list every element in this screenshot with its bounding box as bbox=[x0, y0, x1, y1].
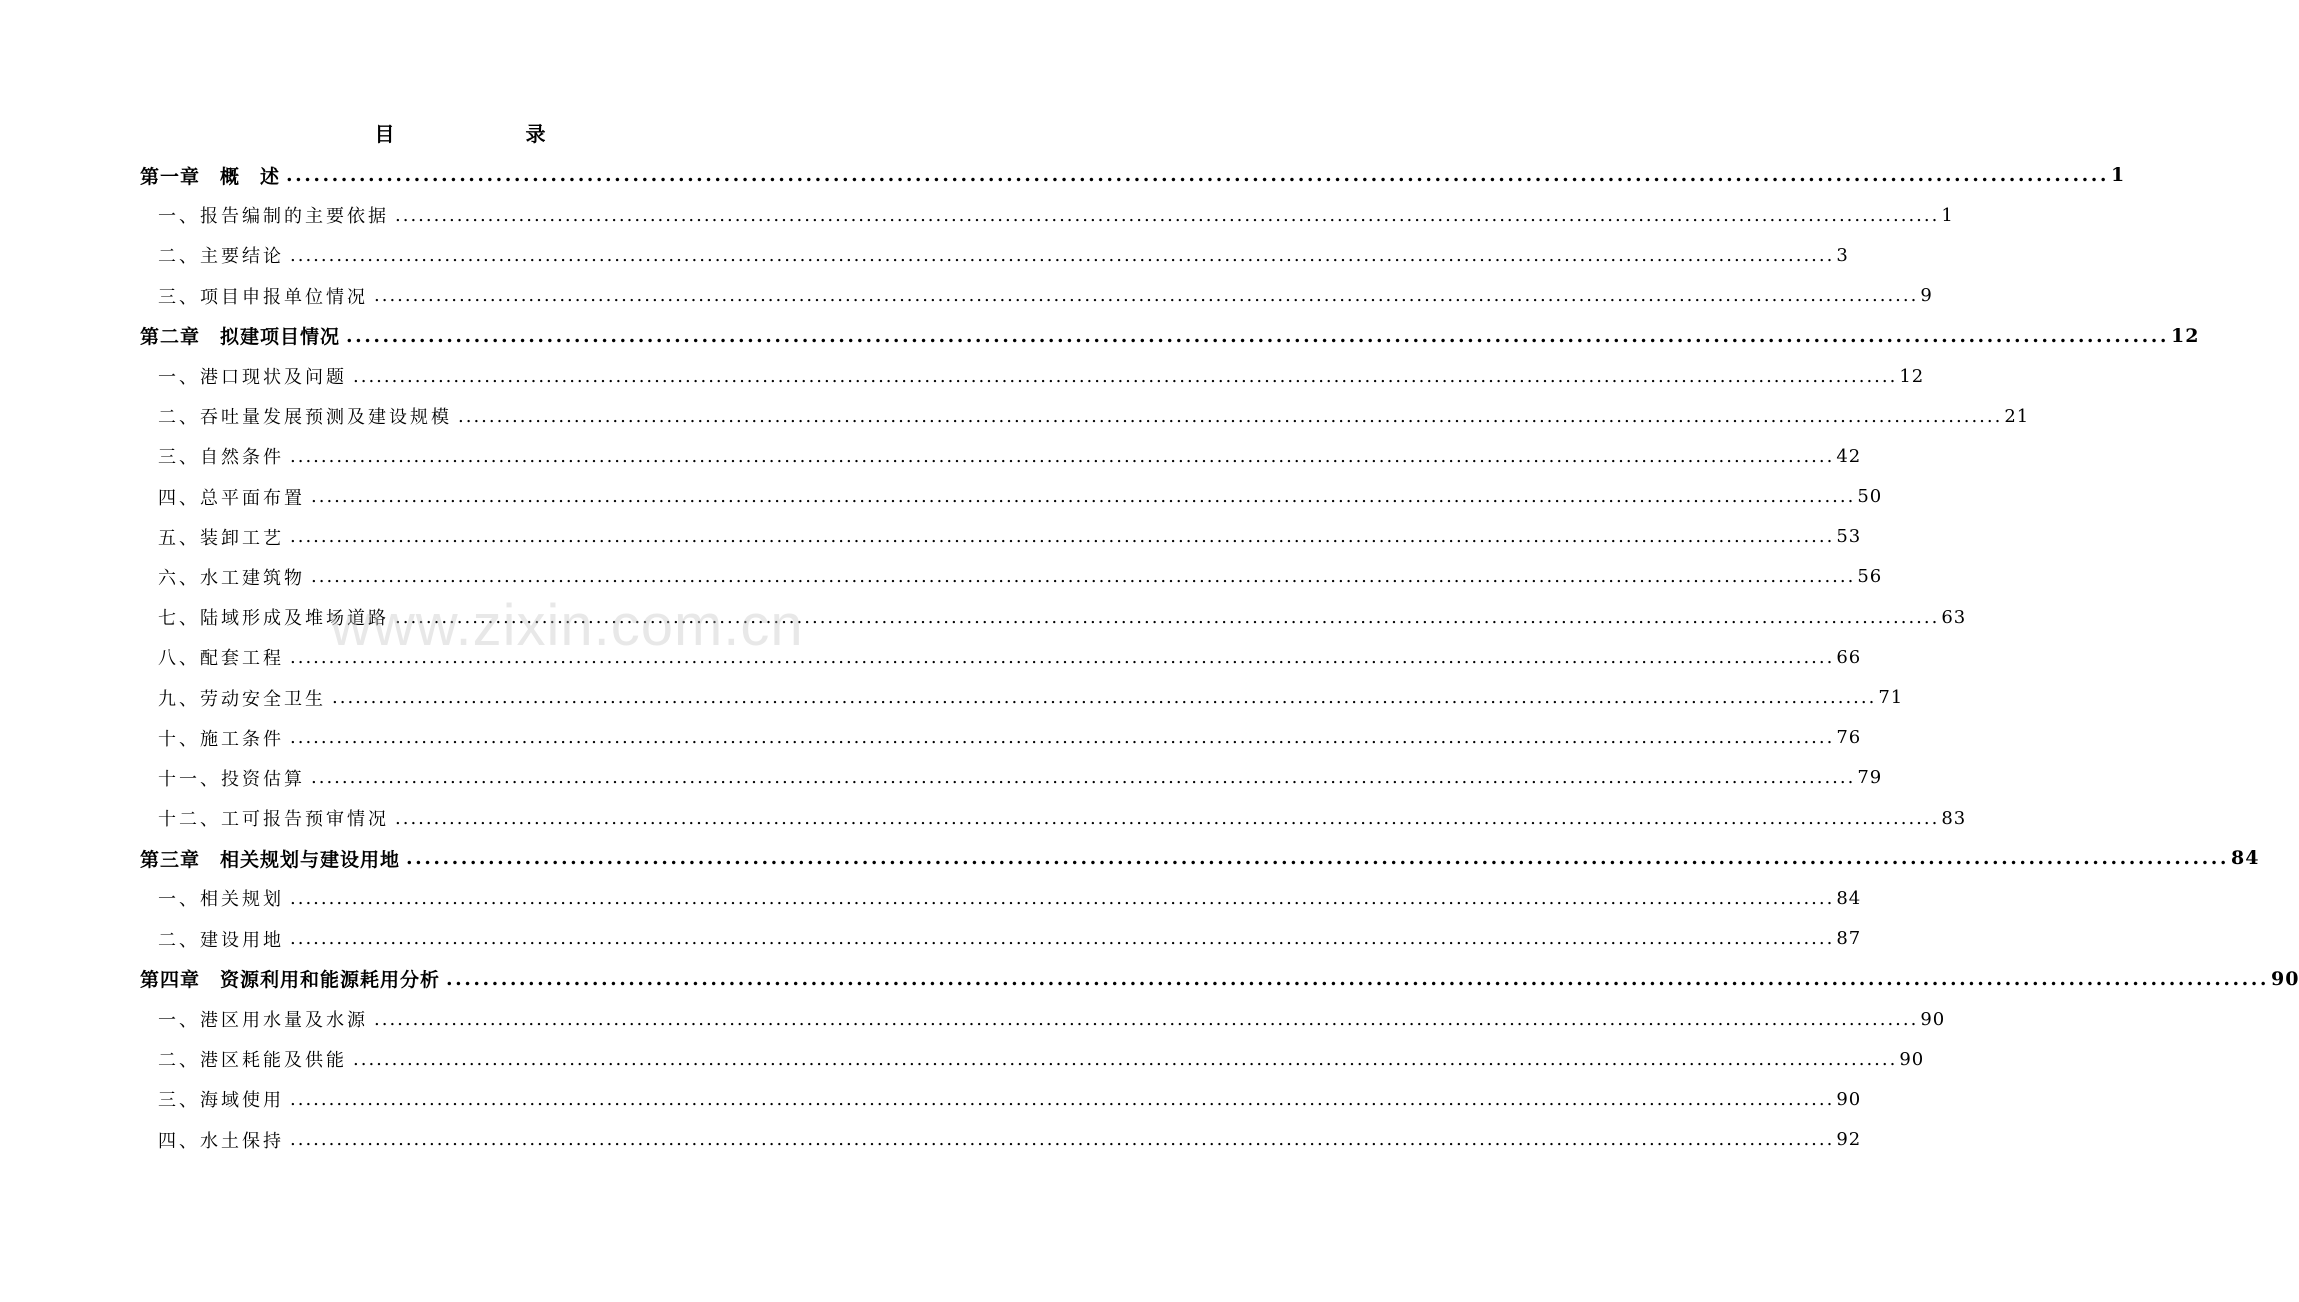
toc-entry-label: 一、港区用水量及水源 bbox=[158, 1010, 368, 1032]
toc-entry-page-number: 56 bbox=[1857, 566, 1883, 588]
toc-entry-page-number: 66 bbox=[1836, 646, 1862, 668]
toc-section-entry[interactable] bbox=[140, 718, 1862, 758]
toc-section-entry[interactable] bbox=[140, 276, 1933, 316]
toc-entry-label: 二、建设用地 bbox=[158, 929, 284, 951]
toc-section-entry[interactable] bbox=[140, 1120, 1862, 1160]
dot-leader: ........................................................................................................................................................................................................ bbox=[311, 767, 1856, 789]
toc-entry-label: 一、相关规划 bbox=[158, 889, 284, 911]
toc-entry-page-number: 84 bbox=[1836, 887, 1862, 909]
toc-section-entry[interactable] bbox=[140, 758, 1883, 798]
dot-leader: ........................................................................................................................................................................................................ bbox=[290, 727, 1835, 749]
toc-entry-label: 三、海域使用 bbox=[158, 1090, 284, 1112]
toc-section-entry[interactable] bbox=[140, 798, 1967, 838]
toc-entry-page-number: 12 bbox=[1899, 365, 1925, 387]
toc-section-entry[interactable] bbox=[140, 999, 1946, 1039]
toc-entry-page-number: 79 bbox=[1857, 767, 1883, 789]
toc-section-entry[interactable] bbox=[140, 356, 1925, 396]
toc-entry-page-number: 90 bbox=[1920, 1008, 1946, 1030]
dot-leader: ........................................................................................................................................................................................................ bbox=[395, 204, 1940, 226]
toc-entry-label: 七、陆域形成及堆场道路 bbox=[158, 608, 389, 630]
toc-section-entry[interactable] bbox=[140, 919, 1862, 959]
toc-section-entry[interactable] bbox=[140, 517, 1862, 557]
toc-entry-page-number: 50 bbox=[1857, 486, 1883, 508]
toc-entry-label: 第三章 相关规划与建设用地 bbox=[140, 848, 401, 871]
toc-entry-label: 四、总平面布置 bbox=[158, 487, 305, 509]
toc-section-entry[interactable] bbox=[140, 637, 1862, 677]
dot-leader: ........................................................................................................................................................................................................ bbox=[311, 486, 1856, 508]
dot-leader: ........................................................................................................................................................................................................ bbox=[332, 687, 1877, 709]
toc-chapter-entry[interactable] bbox=[140, 316, 2200, 356]
toc-chapter-entry[interactable] bbox=[140, 155, 2126, 195]
toc-section-entry[interactable] bbox=[140, 878, 1862, 918]
dot-leader: ........................................................................................................................................................................................................ bbox=[290, 1129, 1835, 1151]
toc-entry-label: 一、报告编制的主要依据 bbox=[158, 206, 389, 228]
toc-section-entry[interactable] bbox=[140, 235, 1849, 275]
toc-entry-label: 二、主要结论 bbox=[158, 246, 284, 268]
dot-leader: ........................................................................................................................................................................................................ bbox=[311, 566, 1856, 588]
dot-leader: ........................................................................................................................................................................................................ bbox=[395, 807, 1940, 829]
toc-entry-label: 第一章 概 述 bbox=[140, 165, 281, 188]
toc-entry-label: 三、项目申报单位情况 bbox=[158, 286, 368, 308]
dot-leader: ........................................................................................................................................................................................................ bbox=[290, 646, 1835, 668]
toc-entry-page-number: 1 bbox=[1941, 204, 1954, 226]
toc-chapter-entry[interactable] bbox=[140, 838, 2260, 878]
toc-entry-page-number: 9 bbox=[1920, 285, 1933, 307]
toc-entry-label: 十二、工可报告预审情况 bbox=[158, 809, 389, 831]
toc-entry-label: 五、装卸工艺 bbox=[158, 527, 284, 549]
dot-leader: ........................................................................................................................................................................................................ bbox=[406, 847, 2229, 870]
toc-entry-page-number: 90 bbox=[1899, 1048, 1925, 1070]
toc-entry-page-number: 53 bbox=[1836, 526, 1862, 548]
dot-leader: ........................................................................................................................................................................................................ bbox=[395, 606, 1940, 628]
dot-leader: ........................................................................................................................................................................................................ bbox=[374, 1008, 1919, 1030]
toc-entry-page-number: 21 bbox=[2004, 405, 2030, 427]
toc-entry-label: 一、港口现状及问题 bbox=[158, 367, 347, 389]
toc-entry-label: 九、劳动安全卫生 bbox=[158, 688, 326, 710]
toc-entry-page-number: 90 bbox=[1836, 1088, 1862, 1110]
dot-leader: ........................................................................................................................................................................................................ bbox=[353, 1048, 1898, 1070]
toc-entry-page-number: 12 bbox=[2170, 324, 2200, 347]
toc-section-entry[interactable] bbox=[140, 1039, 1925, 1079]
toc-entry-page-number: 42 bbox=[1836, 445, 1862, 467]
toc-section-entry[interactable] bbox=[140, 1079, 1862, 1119]
dot-leader: ........................................................................................................................................................................................................ bbox=[286, 164, 2109, 187]
toc-entry-page-number: 1 bbox=[2110, 164, 2126, 187]
toc-section-entry[interactable] bbox=[140, 677, 1904, 717]
dot-leader: ........................................................................................................................................................................................................ bbox=[346, 324, 2169, 347]
dot-leader: ........................................................................................................................................................................................................ bbox=[353, 365, 1898, 387]
toc-title: 目 录 bbox=[374, 122, 608, 146]
dot-leader: ........................................................................................................................................................................................................ bbox=[290, 887, 1835, 909]
toc-entry-page-number: 63 bbox=[1941, 606, 1967, 628]
toc-entry-page-number: 71 bbox=[1878, 687, 1904, 709]
dot-leader: ........................................................................................................................................................................................................ bbox=[290, 928, 1835, 950]
toc-section-entry[interactable] bbox=[140, 436, 1862, 476]
dot-leader: ........................................................................................................................................................................................................ bbox=[374, 285, 1919, 307]
toc-entry-page-number: 87 bbox=[1836, 928, 1862, 950]
toc-entry-label: 十一、投资估算 bbox=[158, 768, 305, 790]
toc-entry-label: 四、水土保持 bbox=[158, 1130, 284, 1152]
toc-section-entry[interactable] bbox=[140, 557, 1883, 597]
toc-entry-page-number: 83 bbox=[1941, 807, 1967, 829]
table-of-contents bbox=[140, 155, 2299, 1160]
toc-section-entry[interactable] bbox=[140, 597, 1967, 637]
toc-chapter-entry[interactable] bbox=[140, 959, 2299, 999]
toc-entry-label: 二、吞吐量发展预测及建设规模 bbox=[158, 407, 452, 429]
toc-section-entry[interactable] bbox=[140, 396, 2030, 436]
toc-entry-label: 第二章 拟建项目情况 bbox=[140, 326, 341, 349]
toc-entry-label: 三、自然条件 bbox=[158, 447, 284, 469]
watermark: www.zixin.com.cn bbox=[330, 593, 804, 658]
dot-leader: ........................................................................................................................................................................................................ bbox=[458, 405, 2003, 427]
toc-entry-label: 八、配套工程 bbox=[158, 648, 284, 670]
toc-section-entry[interactable] bbox=[140, 477, 1883, 517]
toc-entry-page-number: 92 bbox=[1836, 1129, 1862, 1151]
dot-leader: ........................................................................................................................................................................................................ bbox=[290, 244, 1835, 266]
dot-leader: ........................................................................................................................................................................................................ bbox=[446, 967, 2269, 990]
toc-entry-label: 第四章 资源利用和能源耗用分析 bbox=[140, 969, 441, 992]
toc-entry-page-number: 84 bbox=[2230, 847, 2260, 870]
toc-entry-label: 六、水工建筑物 bbox=[158, 567, 305, 589]
toc-entry-page-number: 76 bbox=[1836, 727, 1862, 749]
dot-leader: ........................................................................................................................................................................................................ bbox=[290, 526, 1835, 548]
toc-section-entry[interactable] bbox=[140, 195, 1954, 235]
dot-leader: ........................................................................................................................................................................................................ bbox=[290, 445, 1835, 467]
toc-entry-page-number: 3 bbox=[1836, 244, 1849, 266]
toc-entry-label: 二、港区耗能及供能 bbox=[158, 1050, 347, 1072]
toc-entry-page-number: 90 bbox=[2270, 967, 2299, 990]
toc-entry-label: 十、施工条件 bbox=[158, 728, 284, 750]
dot-leader: ........................................................................................................................................................................................................ bbox=[290, 1088, 1835, 1110]
